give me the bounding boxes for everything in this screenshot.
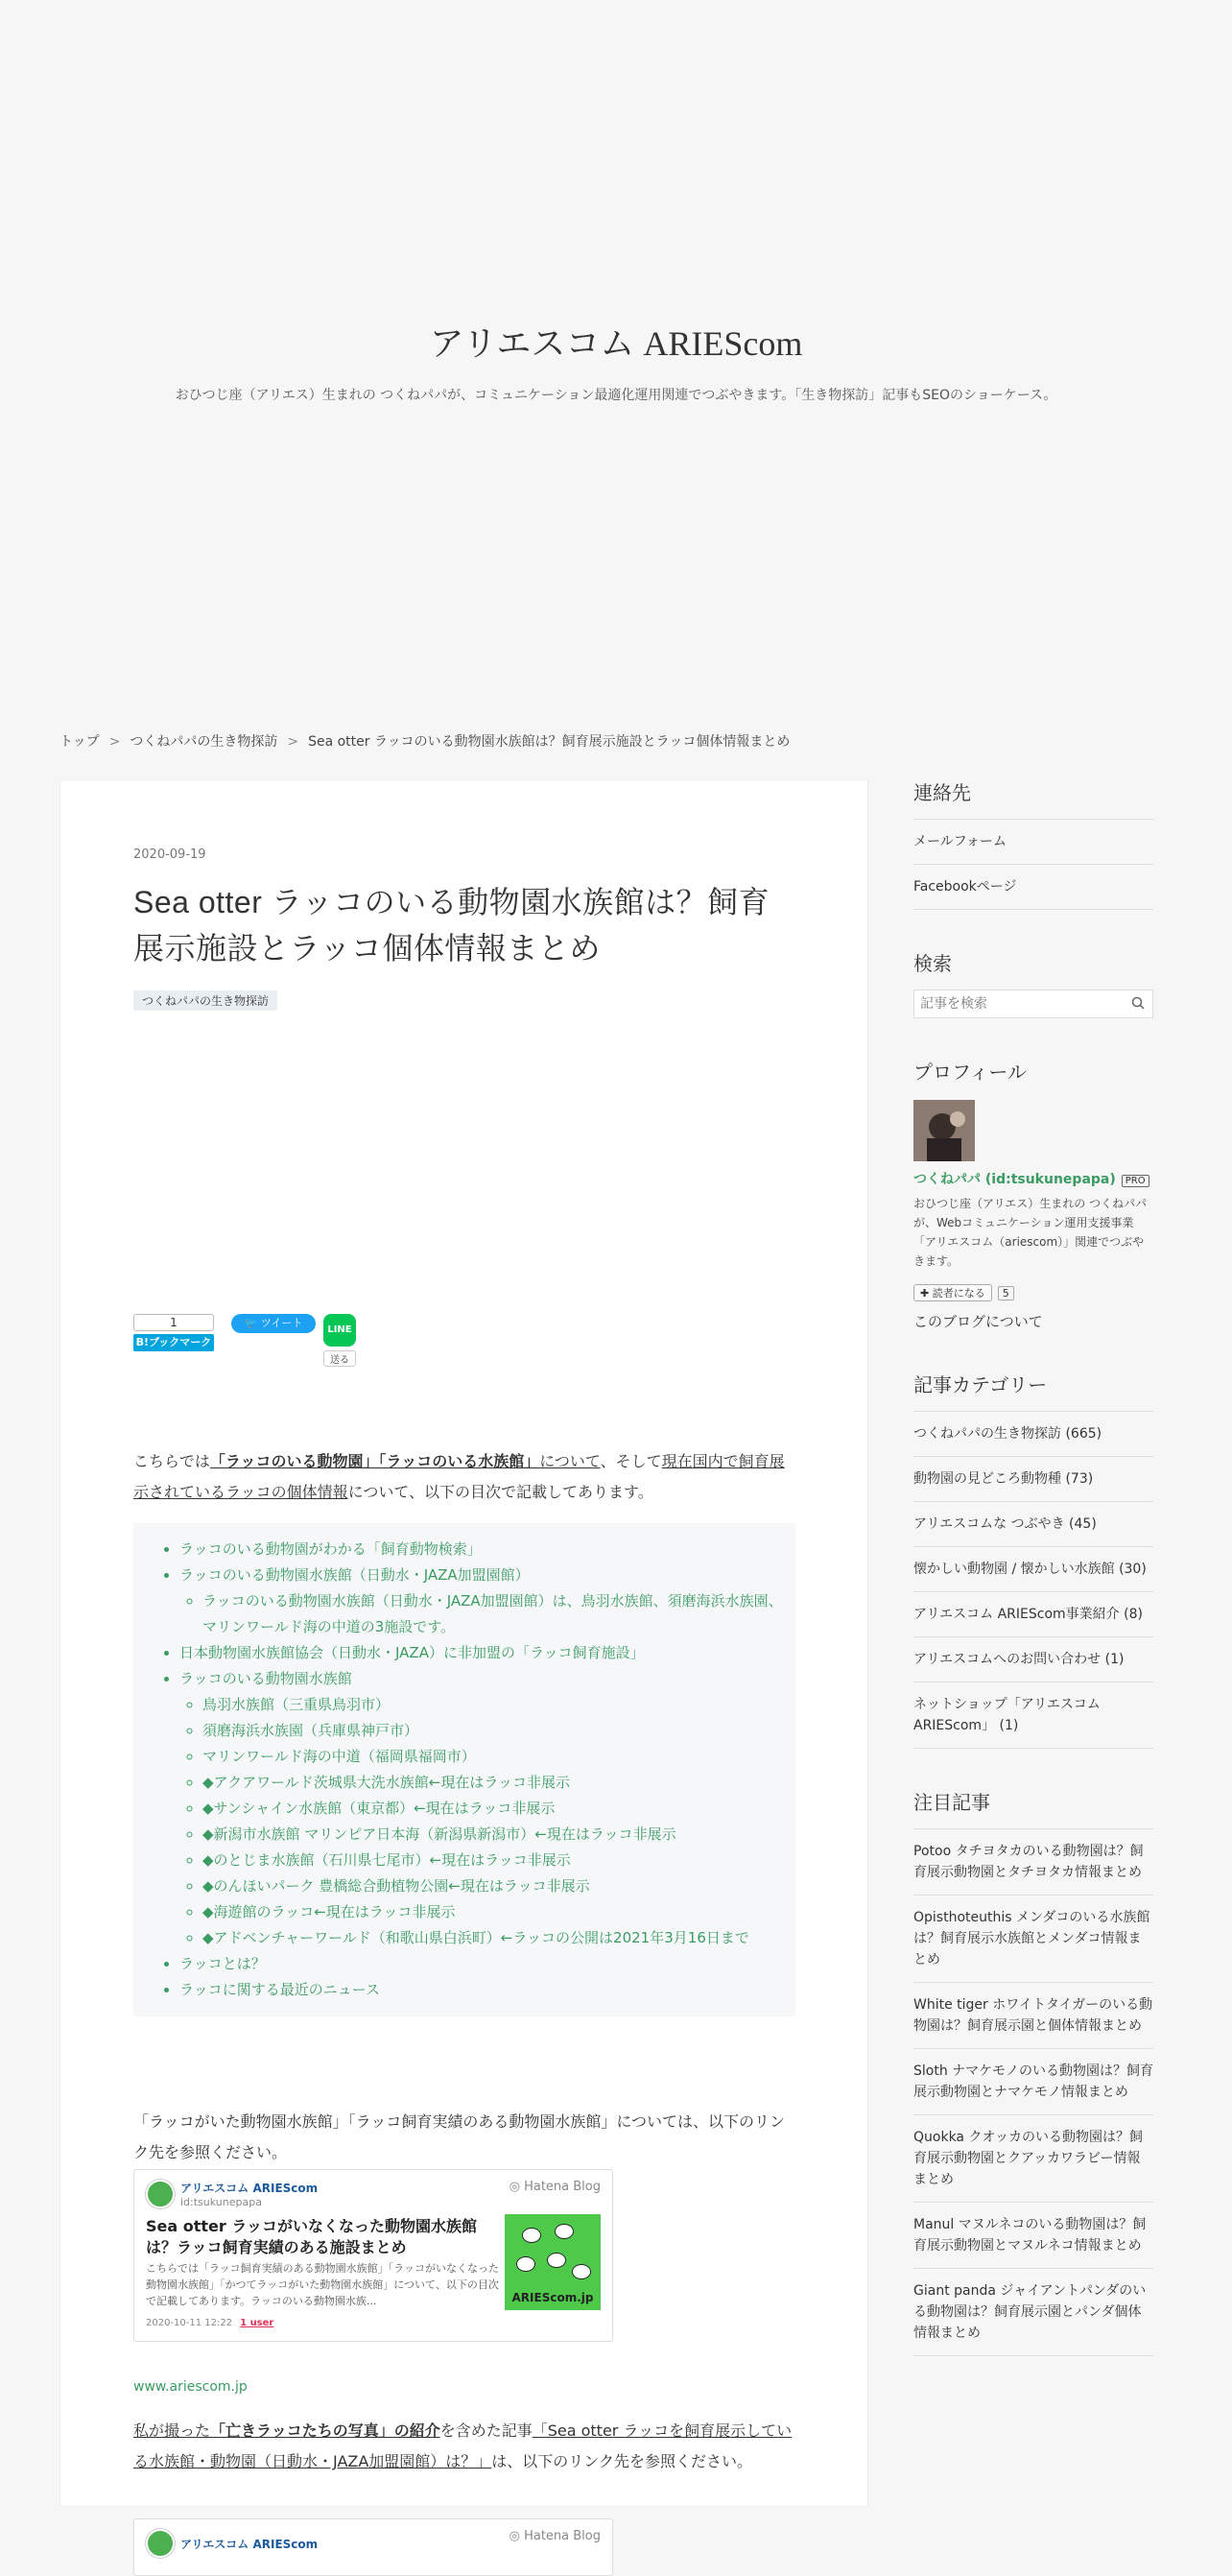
toc-subitem[interactable]: ◦ ◆アドベンチャーワールド（和歌山県白浜町）←ラッコの公開は2021年3月16日まで — [202, 1925, 795, 1951]
card-service-name: Hatena Blog — [524, 2180, 601, 2194]
breadcrumb-separator: > — [287, 734, 299, 750]
category-item[interactable]: アリエスコムな つぶやき (45) — [913, 1502, 1153, 1547]
article-title[interactable]: Sea otter ラッコのいる動物園水族館は？飼育展示施設とラッコ個体情報まとめ — [133, 885, 770, 966]
breadcrumb — [59, 731, 790, 751]
toc-item-label: ラッコのいる動物園水族館 — [179, 1670, 352, 1687]
card-blog-id: id:tsukunepapa — [180, 2196, 262, 2208]
photos-paragraph — [133, 2416, 795, 2477]
sidebar-search — [913, 948, 1153, 1018]
toc-subitem[interactable]: ◦ ◆のとじま水族館（石川県七尾市）←現在はラッコ非展示 — [202, 1848, 795, 1873]
toc-subitem[interactable]: ◦ ◆アクアワールド茨城県大洗水族館←現在はラッコ非展示 — [202, 1770, 795, 1796]
profile-description: おひつじ座（アリエス）生まれの つくねパパが、Webコミュニケーション運用支援事業「アリエスコム（ariescom）」関連でつぶやきます。 — [913, 1197, 1148, 1268]
blog-description: おひつじ座（アリエス）生まれの つくねパパが、コミュニケーション最適化運用関連でつぶやきます。「生き物探訪」記事もSEOのショーケース。 — [175, 388, 1057, 403]
toc-subitem[interactable]: ◦ ◆海遊館のラッコ←現在はラッコ非展示 — [202, 1899, 795, 1925]
toc-item[interactable] — [179, 1640, 795, 1666]
avatar-image — [913, 1100, 975, 1161]
card-meta — [146, 2318, 273, 2328]
follower-count: 5 — [998, 1286, 1014, 1300]
toc-item-label: 日本動物園水族館協会（日動水・JAZA）に非加盟の「ラッコ飼育施設」 — [179, 1644, 645, 1661]
about-blog-link[interactable]: このブログについて — [913, 1313, 1043, 1330]
toc-subitem[interactable]: ◦ ◆新潟市水族館 マリンピア日本海（新潟県新潟市）←現在はラッコ非展示 — [202, 1822, 795, 1848]
toc-subitem[interactable]: ◦ ラッコのいる動物園水族館（日動水・JAZA加盟園館）は、鳥羽水族館、須磨海浜水族園、マリンワールド海の中道の3施設です。 — [202, 1588, 795, 1640]
card-title[interactable]: Sea otter ラッコがいなくなった動物園水族館は？ラッコ飼育実績のある施設まとめ — [146, 2217, 478, 2256]
contact-facebook-page[interactable]: Facebookページ — [913, 865, 1153, 910]
avatar[interactable] — [913, 1100, 975, 1161]
card-excerpt: こちらでは「ラッコ飼育実績のある動物園水族館」「ラッコがいなくなった動物園水族館」「かつてラッコがいた動物園水族館」について、以下の目次で記載してあります。ラッコのいる動物園水族... — [146, 2262, 499, 2307]
toc-item[interactable] — [179, 1951, 795, 1977]
toc-item[interactable] — [179, 1562, 795, 1640]
card-blog-name[interactable]: アリエスコム ARIEScom — [180, 2537, 319, 2551]
toc-subitem[interactable]: ◦ マリンワールド海の中道（福岡県福岡市） — [202, 1744, 795, 1770]
blog-logo-icon — [146, 2529, 175, 2558]
category-list — [913, 1412, 1153, 1749]
card-service-name: Hatena Blog — [524, 2529, 601, 2543]
breadcrumb-category[interactable]: つくねパパの生き物探訪 — [130, 734, 278, 750]
line-share-button[interactable] — [323, 1314, 356, 1367]
search-icon[interactable] — [1131, 996, 1145, 1010]
article-date[interactable]: 2020-09-19 — [133, 847, 206, 862]
card-users[interactable]: 1 user — [240, 2318, 274, 2328]
sidebar-categories — [913, 1370, 1153, 1749]
blog-logo-icon — [146, 2180, 175, 2208]
intro-keyword-individuals: 現在国内で飼育展示されているラッコの個体情報 — [133, 1452, 785, 1501]
toc-item-label: ラッコのいる動物園がわかる「飼育動物検索」 — [179, 1540, 482, 1558]
breadcrumb-separator: > — [108, 734, 121, 750]
toc-item[interactable] — [179, 1537, 795, 1562]
site-link[interactable]: www.ariescom.jp — [133, 2379, 248, 2395]
blog-card[interactable] — [133, 2169, 613, 2342]
category-item[interactable]: つくねパパの生き物探訪 (665) — [913, 1412, 1153, 1457]
breadcrumb-home[interactable]: トップ — [59, 734, 100, 750]
category-item[interactable]: 懐かしい動物園 / 懐かしい水族館 (30) — [913, 1547, 1153, 1592]
intro-text: 、そして — [600, 1452, 662, 1470]
sidebar-profile-title: プロフィール — [913, 1061, 1027, 1084]
follow-button[interactable]: ✚ 読者になる — [913, 1284, 992, 1301]
toc-list — [179, 1537, 795, 2003]
intro-text: こちらでは — [133, 1452, 210, 1470]
profile-name[interactable] — [913, 1169, 1153, 1188]
pro-badge: PRO — [1122, 1175, 1149, 1187]
toc-item[interactable] — [179, 1666, 795, 1951]
photos-text: は、以下のリンク先を参照ください。 — [491, 2452, 752, 2470]
toc-item-label: ラッコに関する最近のニュース — [179, 1981, 380, 1998]
article — [133, 847, 795, 2551]
blog-header — [0, 317, 1232, 404]
sheep-icon — [572, 2264, 591, 2279]
card-blog-name[interactable]: アリエスコム ARIEScom — [180, 2182, 319, 2195]
category-item[interactable]: アリエスコムへのお問い合わせ (1) — [913, 1637, 1153, 1682]
hatena-blog-logo: ◎ Hatena Blog — [509, 2529, 601, 2543]
blog-title[interactable]: アリエスコム ARIEScom — [429, 324, 803, 363]
sheep-icon — [547, 2253, 566, 2268]
card-date: 2020-10-11 12:22 — [146, 2318, 233, 2328]
featured-article[interactable]: Potoo タチヨタカのいる動物園は？飼育展示動物園とタチヨタカ情報まとめ — [913, 1829, 1153, 1896]
category-item[interactable]: 動物園の見どころ動物種 (73) — [913, 1457, 1153, 1502]
main-content — [59, 779, 868, 2551]
hatena-bookmark-label: B!ブックマーク — [133, 1334, 214, 1351]
intro-text: について — [539, 1452, 601, 1470]
sheep-icon — [522, 2228, 541, 2243]
related-paragraph: 「ラッコがいた動物園水族館」「ラッコ飼育実績のある動物園水族館」については、以下のリンク先を参照ください。 — [133, 2112, 786, 2161]
sheep-icon — [516, 2256, 535, 2272]
breadcrumb-current: Sea otter ラッコのいる動物園水族館は？飼育展示施設とラッコ個体情報まとめ — [308, 734, 791, 750]
featured-article[interactable]: Manul マヌルネコのいる動物園は？飼育展示動物園とマヌルネコ情報まとめ — [913, 2203, 1153, 2269]
sidebar — [913, 777, 1153, 2356]
card-blog-brand — [146, 2180, 318, 2208]
hatena-bookmark-count: 1 — [133, 1314, 214, 1331]
hatena-bookmark-button[interactable] — [133, 1314, 214, 1352]
line-icon: LINE — [323, 1314, 356, 1347]
category-item[interactable]: ネットショップ「アリエスコム ARIEScom」 (1) — [913, 1682, 1153, 1749]
featured-article[interactable]: Opisthoteuthis メンダコのいる水族館は？飼育展示水族館とメンダコ情報まとめ — [913, 1896, 1153, 1983]
follow-area — [913, 1284, 1153, 1301]
sidebar-contact-title: 連絡先 — [913, 777, 1153, 820]
toc-subitem[interactable]: ◦ 須磨海浜水族園（兵庫県神戸市） — [202, 1718, 795, 1744]
sidebar-profile — [913, 1057, 1153, 1331]
follow-label: 読者になる — [932, 1287, 985, 1300]
toc-item[interactable] — [179, 1977, 795, 2003]
card-thumbnail-text: ARIEScom.jp — [511, 2291, 594, 2304]
toc-item-label: ラッコのいる動物園水族館（日動水・JAZA加盟園館） — [179, 1566, 530, 1584]
photos-keyword: 「亡きラッコたちの写真」の紹介 — [210, 2421, 440, 2440]
photos-article-link[interactable]: 「Sea otter ラッコを飼育展示している水族館・動物園（日動水・JAZA加盟園館）は？」 — [133, 2421, 793, 2470]
sidebar-featured — [913, 1787, 1153, 2356]
sheep-icon — [555, 2224, 574, 2239]
twitter-bird-icon: 🐦 — [244, 1317, 258, 1329]
featured-list — [913, 1829, 1153, 2356]
blog-card[interactable] — [133, 2518, 613, 2576]
hatena-blog-logo: ◎ Hatena Blog — [509, 2180, 601, 2194]
sidebar-search-title: 検索 — [913, 952, 952, 975]
contact-mail-form[interactable]: メールフォーム — [913, 820, 1153, 865]
profile-name-text: つくねパパ (id:tsukunepapa) — [913, 1172, 1116, 1187]
category-item[interactable]: アリエスコム ARIEScom事業紹介 (8) — [913, 1592, 1153, 1637]
photos-text: を含めた記事 — [439, 2421, 533, 2440]
table-of-contents — [133, 1523, 795, 2016]
featured-article[interactable]: Quokka クオッカのいる動物園は？飼育展示動物園とクアッカワラビー情報まとめ — [913, 2115, 1153, 2203]
sidebar-featured-title: 注目記事 — [913, 1787, 1153, 1829]
tweet-label: ツイート — [260, 1317, 303, 1329]
intro-text: について、以下の目次で記載してあります。 — [347, 1483, 653, 1501]
article-category-tag[interactable]: つくねパパの生き物探訪 — [133, 990, 277, 1011]
featured-article[interactable]: White tiger ホワイトタイガーのいる動物園は？飼育展示園と個体情報まとめ — [913, 1983, 1153, 2049]
photos-text: 私が撮った — [133, 2421, 211, 2440]
intro-paragraph — [133, 1446, 795, 1508]
search-input[interactable] — [914, 990, 1116, 1017]
sidebar-contact — [913, 777, 1153, 910]
toc-subitem[interactable]: ◦ 鳥羽水族館（三重県鳥羽市） — [202, 1692, 795, 1718]
card-thumbnail[interactable] — [505, 2214, 601, 2310]
tweet-button[interactable] — [231, 1314, 316, 1333]
toc-subitem[interactable]: ◦ ◆のんほいパーク 豊橋総合動植物公園←現在はラッコ非展示 — [202, 1873, 795, 1899]
line-send-label: 送る — [323, 1350, 356, 1367]
search-box — [913, 990, 1153, 1018]
sidebar-categories-title: 記事カテゴリー — [913, 1370, 1153, 1412]
card-blog-brand — [146, 2529, 318, 2558]
featured-article[interactable]: Sloth ナマケモノのいる動物園は？飼育展示動物園とナマケモノ情報まとめ — [913, 2049, 1153, 2115]
featured-article[interactable]: Giant panda ジャイアントパンダのいる動物園は？飼育展示園とパンダ個体情報まとめ — [913, 2269, 1153, 2356]
share-buttons — [133, 1314, 421, 1371]
toc-item-label: ラッコとは？ — [179, 1955, 266, 1972]
intro-keywords: 「ラッコのいる動物園」「ラッコのいる水族館」 — [209, 1452, 540, 1470]
toc-subitem[interactable]: ◦ ◆サンシャイン水族館（東京都）←現在はラッコ非展示 — [202, 1796, 795, 1822]
